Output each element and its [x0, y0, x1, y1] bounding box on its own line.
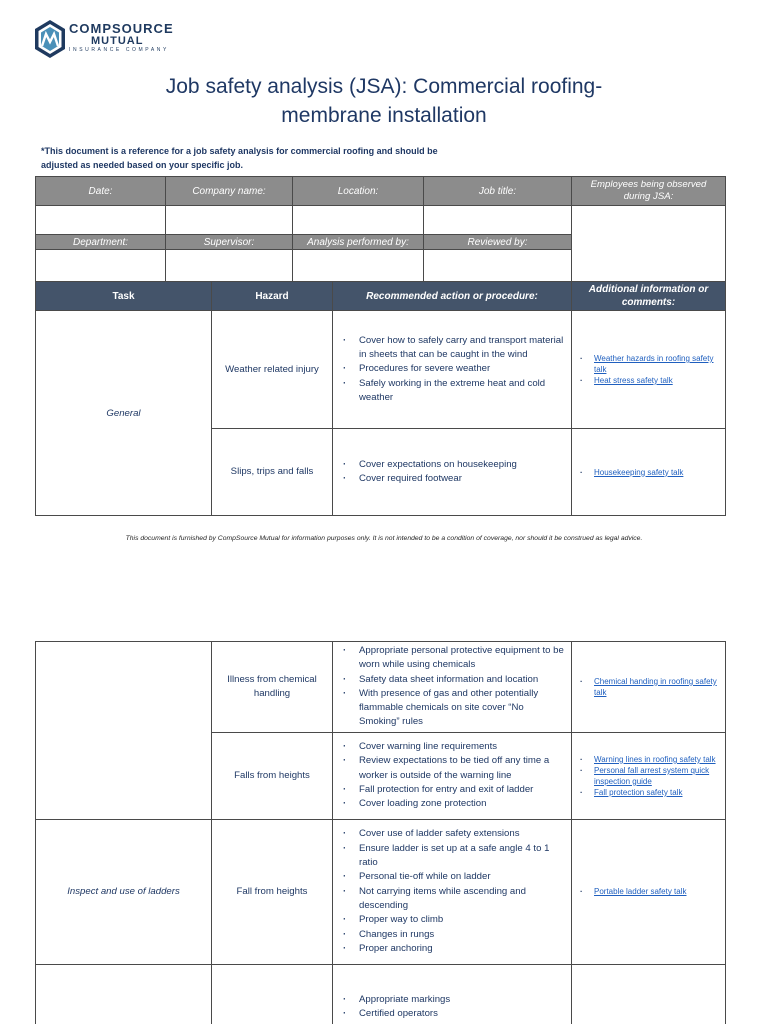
- hazard-cell: Fall from heights: [212, 819, 333, 964]
- job-title-label: Job title:: [424, 177, 572, 206]
- table-row: [36, 964, 726, 1024]
- company-name-label: Company name:: [166, 177, 293, 206]
- column-header-action: Recommended action or procedure:: [333, 282, 572, 311]
- task-ladders: Inspect and use of ladders: [36, 819, 212, 964]
- action-cell: [333, 732, 572, 819]
- list-item: [578, 353, 719, 375]
- action-cell: [333, 819, 572, 964]
- legal-disclaimer: This document is furnished by CompSource Mutual for information purposes only. It is not intended to be a condition of coverage, nor should it be construed as legal advice.: [125, 535, 643, 542]
- column-header-task: Task: [36, 282, 212, 311]
- intro-note: [41, 144, 471, 172]
- action-list: [341, 644, 565, 730]
- link-list: [578, 353, 719, 386]
- list-item: [578, 467, 719, 478]
- task-cell-empty: [36, 964, 212, 1024]
- action-list: [341, 458, 565, 487]
- reviewed-by-label: Reviewed by:: [424, 235, 572, 250]
- logo-wordmark-top: COMPSOURCE: [69, 21, 174, 36]
- chemical-handling-link[interactable]: Chemical handing in roofing safety talk: [594, 676, 717, 697]
- heat-stress-link[interactable]: Heat stress safety talk: [594, 376, 673, 385]
- info-cell: [572, 819, 726, 964]
- action-cell: [333, 311, 572, 429]
- department-label: Department:: [36, 235, 166, 250]
- task-general: General: [36, 311, 212, 516]
- analysis-performed-by-label: Analysis performed by:: [293, 235, 424, 250]
- list-item: [578, 375, 719, 386]
- list-item: · Appropriate markings: [341, 993, 565, 1007]
- task-cell-empty: [36, 642, 212, 820]
- list-item: · Cover warning line requirements: [341, 740, 565, 754]
- hazard-cell: Weather related injury: [212, 311, 333, 429]
- title-line-1: Job safety analysis (JSA): Commercial roofing-: [165, 75, 603, 98]
- department-field[interactable]: [36, 250, 166, 282]
- column-header-info: Additional information or comments:: [572, 282, 726, 311]
- list-item: · Safety data sheet information and location: [341, 673, 565, 687]
- employees-observed-label: Employees being observed during JSA:: [572, 177, 726, 206]
- list-item: · Proper anchoring: [341, 942, 565, 956]
- list-item: · Proper way to climb: [341, 913, 565, 927]
- location-field[interactable]: [293, 206, 424, 235]
- list-item: · Safely working in the extreme heat and cold weather: [341, 377, 565, 406]
- list-item: · Ensure ladder is set up at a safe angle 4 to 1 ratio: [341, 842, 565, 871]
- list-item: · Cover required footwear: [341, 472, 565, 486]
- list-item: [578, 676, 719, 698]
- action-list: [341, 993, 565, 1022]
- list-item: · Cover expectations on housekeeping: [341, 458, 565, 472]
- logo-wordmark-middle: MUTUAL: [91, 35, 144, 47]
- link-list: [578, 467, 719, 478]
- logo-hexagon-icon: [33, 19, 67, 59]
- table-row: [36, 311, 726, 429]
- list-item: [578, 754, 719, 765]
- date-label: Date:: [36, 177, 166, 206]
- date-field[interactable]: [36, 206, 166, 235]
- info-cell: [572, 429, 726, 516]
- housekeeping-link[interactable]: Housekeeping safety talk: [594, 467, 684, 477]
- intro-line-1: *This document is a reference for a job safety analysis for commercial roofing and should be: [41, 146, 438, 156]
- list-item: · Not carrying items while ascending and descending: [341, 885, 565, 914]
- list-item: · Appropriate personal protective equipment to be worn while using chemicals: [341, 644, 565, 673]
- intro-line-2: adjusted as needed based on your specific job.: [41, 160, 244, 170]
- list-item: · Changes in rungs: [341, 928, 565, 942]
- company-logo: [33, 17, 193, 65]
- portable-ladder-link[interactable]: Portable ladder safety talk: [594, 887, 687, 897]
- list-item: · Certified operators: [341, 1007, 565, 1021]
- location-label: Location:: [293, 177, 424, 206]
- list-item: · Review expectations to be tied off any time a worker is outside of the warning line: [341, 754, 565, 783]
- table-row: [36, 642, 726, 733]
- hazard-cell: Illness from chemical handling: [212, 642, 333, 733]
- job-title-field[interactable]: [424, 206, 572, 235]
- fall-arrest-link[interactable]: Personal fall arrest system quick inspection guide: [594, 765, 710, 786]
- warning-lines-link[interactable]: Warning lines in roofing safety talk: [594, 754, 716, 764]
- table-row: [36, 819, 726, 964]
- logo-wordmark-bottom: INSURANCE COMPANY: [69, 47, 169, 53]
- fall-protection-link[interactable]: Fall protection safety talk: [594, 787, 683, 797]
- list-item: · Personal tie-off while on ladder: [341, 870, 565, 884]
- action-cell: [333, 429, 572, 516]
- link-list: [578, 886, 719, 897]
- link-list: [578, 676, 719, 698]
- info-cell: [572, 732, 726, 819]
- action-list: [341, 334, 565, 405]
- hazard-cell-empty: [212, 964, 333, 1024]
- document-title: [60, 72, 708, 130]
- link-list: [578, 754, 719, 798]
- list-item: · Procedures for severe weather: [341, 362, 565, 376]
- column-header-hazard: Hazard: [212, 282, 333, 311]
- list-item: · Cover use of ladder safety extensions: [341, 827, 565, 841]
- company-name-field[interactable]: [166, 206, 293, 235]
- jsa-table-page-2: [35, 641, 726, 1024]
- supervisor-field[interactable]: [166, 250, 293, 282]
- list-item: [578, 765, 719, 787]
- info-cell: [572, 642, 726, 733]
- jsa-form-header: [35, 176, 726, 282]
- weather-hazards-link[interactable]: Weather hazards in roofing safety talk: [594, 354, 714, 374]
- reviewed-by-field[interactable]: [424, 250, 572, 282]
- action-cell: [333, 642, 572, 733]
- employees-observed-field[interactable]: [572, 206, 726, 282]
- list-item: · With presence of gas and other potentially flammable chemicals on site cover “No Smoking” rules: [341, 687, 565, 730]
- info-cell-empty: [572, 964, 726, 1024]
- supervisor-label: Supervisor:: [166, 235, 293, 250]
- list-item: · Cover how to safely carry and transport material in sheets that can be caught in the wind: [341, 334, 565, 363]
- title-line-2: membrane installation: [281, 104, 487, 127]
- action-list: [341, 827, 565, 956]
- action-list: [341, 740, 565, 811]
- action-cell: [333, 964, 572, 1024]
- list-item: [578, 787, 719, 798]
- hazard-cell: Falls from heights: [212, 732, 333, 819]
- info-cell: [572, 311, 726, 429]
- list-item: · Cover loading zone protection: [341, 797, 565, 811]
- jsa-table-page-1: [35, 281, 726, 516]
- list-item: · Fall protection for entry and exit of ladder: [341, 783, 565, 797]
- list-item: [578, 886, 719, 897]
- hazard-cell: Slips, trips and falls: [212, 429, 333, 516]
- analysis-performed-by-field[interactable]: [293, 250, 424, 282]
